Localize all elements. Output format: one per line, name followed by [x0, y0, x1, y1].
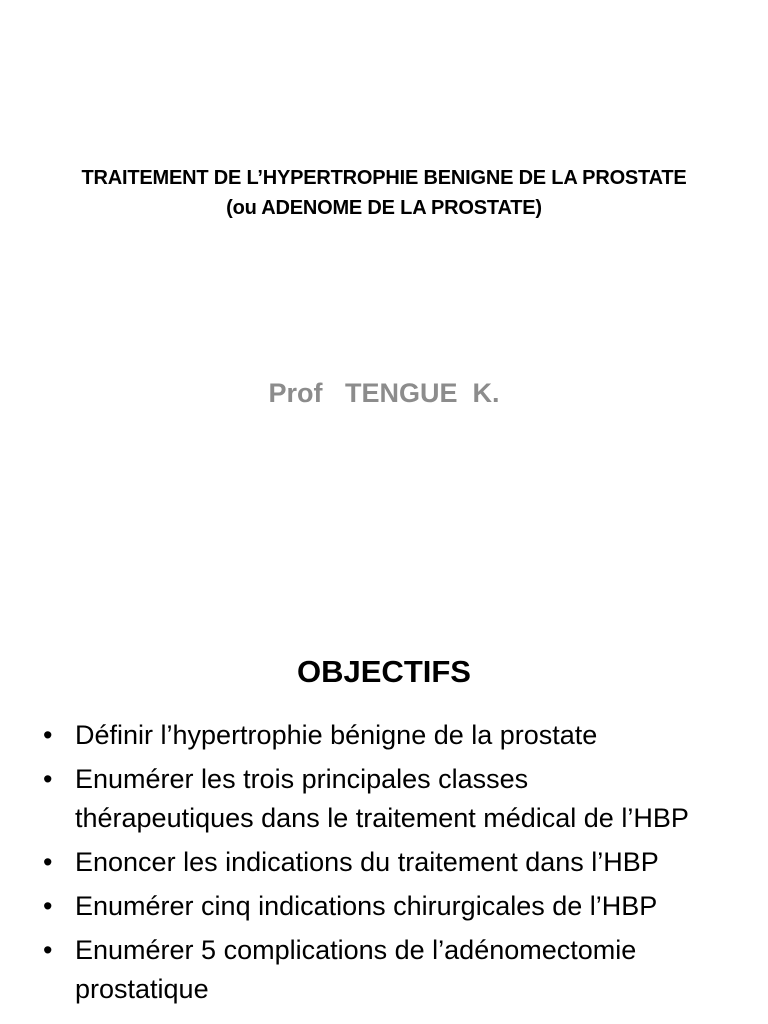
objective-item — [0, 716, 768, 755]
objective-item — [0, 931, 768, 1009]
bullet-icon: • — [43, 847, 53, 877]
author-name: Prof TENGUE K. — [268, 378, 500, 408]
bullet-icon: • — [43, 720, 53, 750]
objective-item — [0, 887, 768, 926]
objective-item — [0, 843, 768, 882]
objective-item — [0, 760, 768, 838]
title-line: TRAITEMENT DE L’HYPERTROPHIE BENIGNE DE LA PROSTATE — [81, 167, 687, 189]
objectives-list — [0, 716, 768, 1014]
objective-text: Enumérer les trois principales classes thérapeutiques dans le traitement médical de l’HBP — [75, 764, 689, 833]
bullet-icon: • — [43, 935, 53, 965]
bullet-icon: • — [43, 891, 53, 921]
presentation-title — [0, 163, 768, 223]
objectives-slide — [0, 576, 768, 1024]
objective-text: Définir l’hypertrophie bénigne de la prostate — [75, 720, 598, 750]
title-line: (ou ADENOME DE LA PROSTATE) — [226, 197, 542, 219]
objectives-heading: OBJECTIFS — [297, 654, 471, 689]
objective-text: Enumérer cinq indications chirurgicales de l’HBP — [75, 891, 658, 921]
objective-text: Enoncer les indications du traitement dans l’HBP — [75, 847, 659, 877]
objective-text: Enumérer 5 complications de l’adénomectomie prostatique — [75, 935, 637, 1004]
bullet-icon: • — [43, 764, 53, 794]
